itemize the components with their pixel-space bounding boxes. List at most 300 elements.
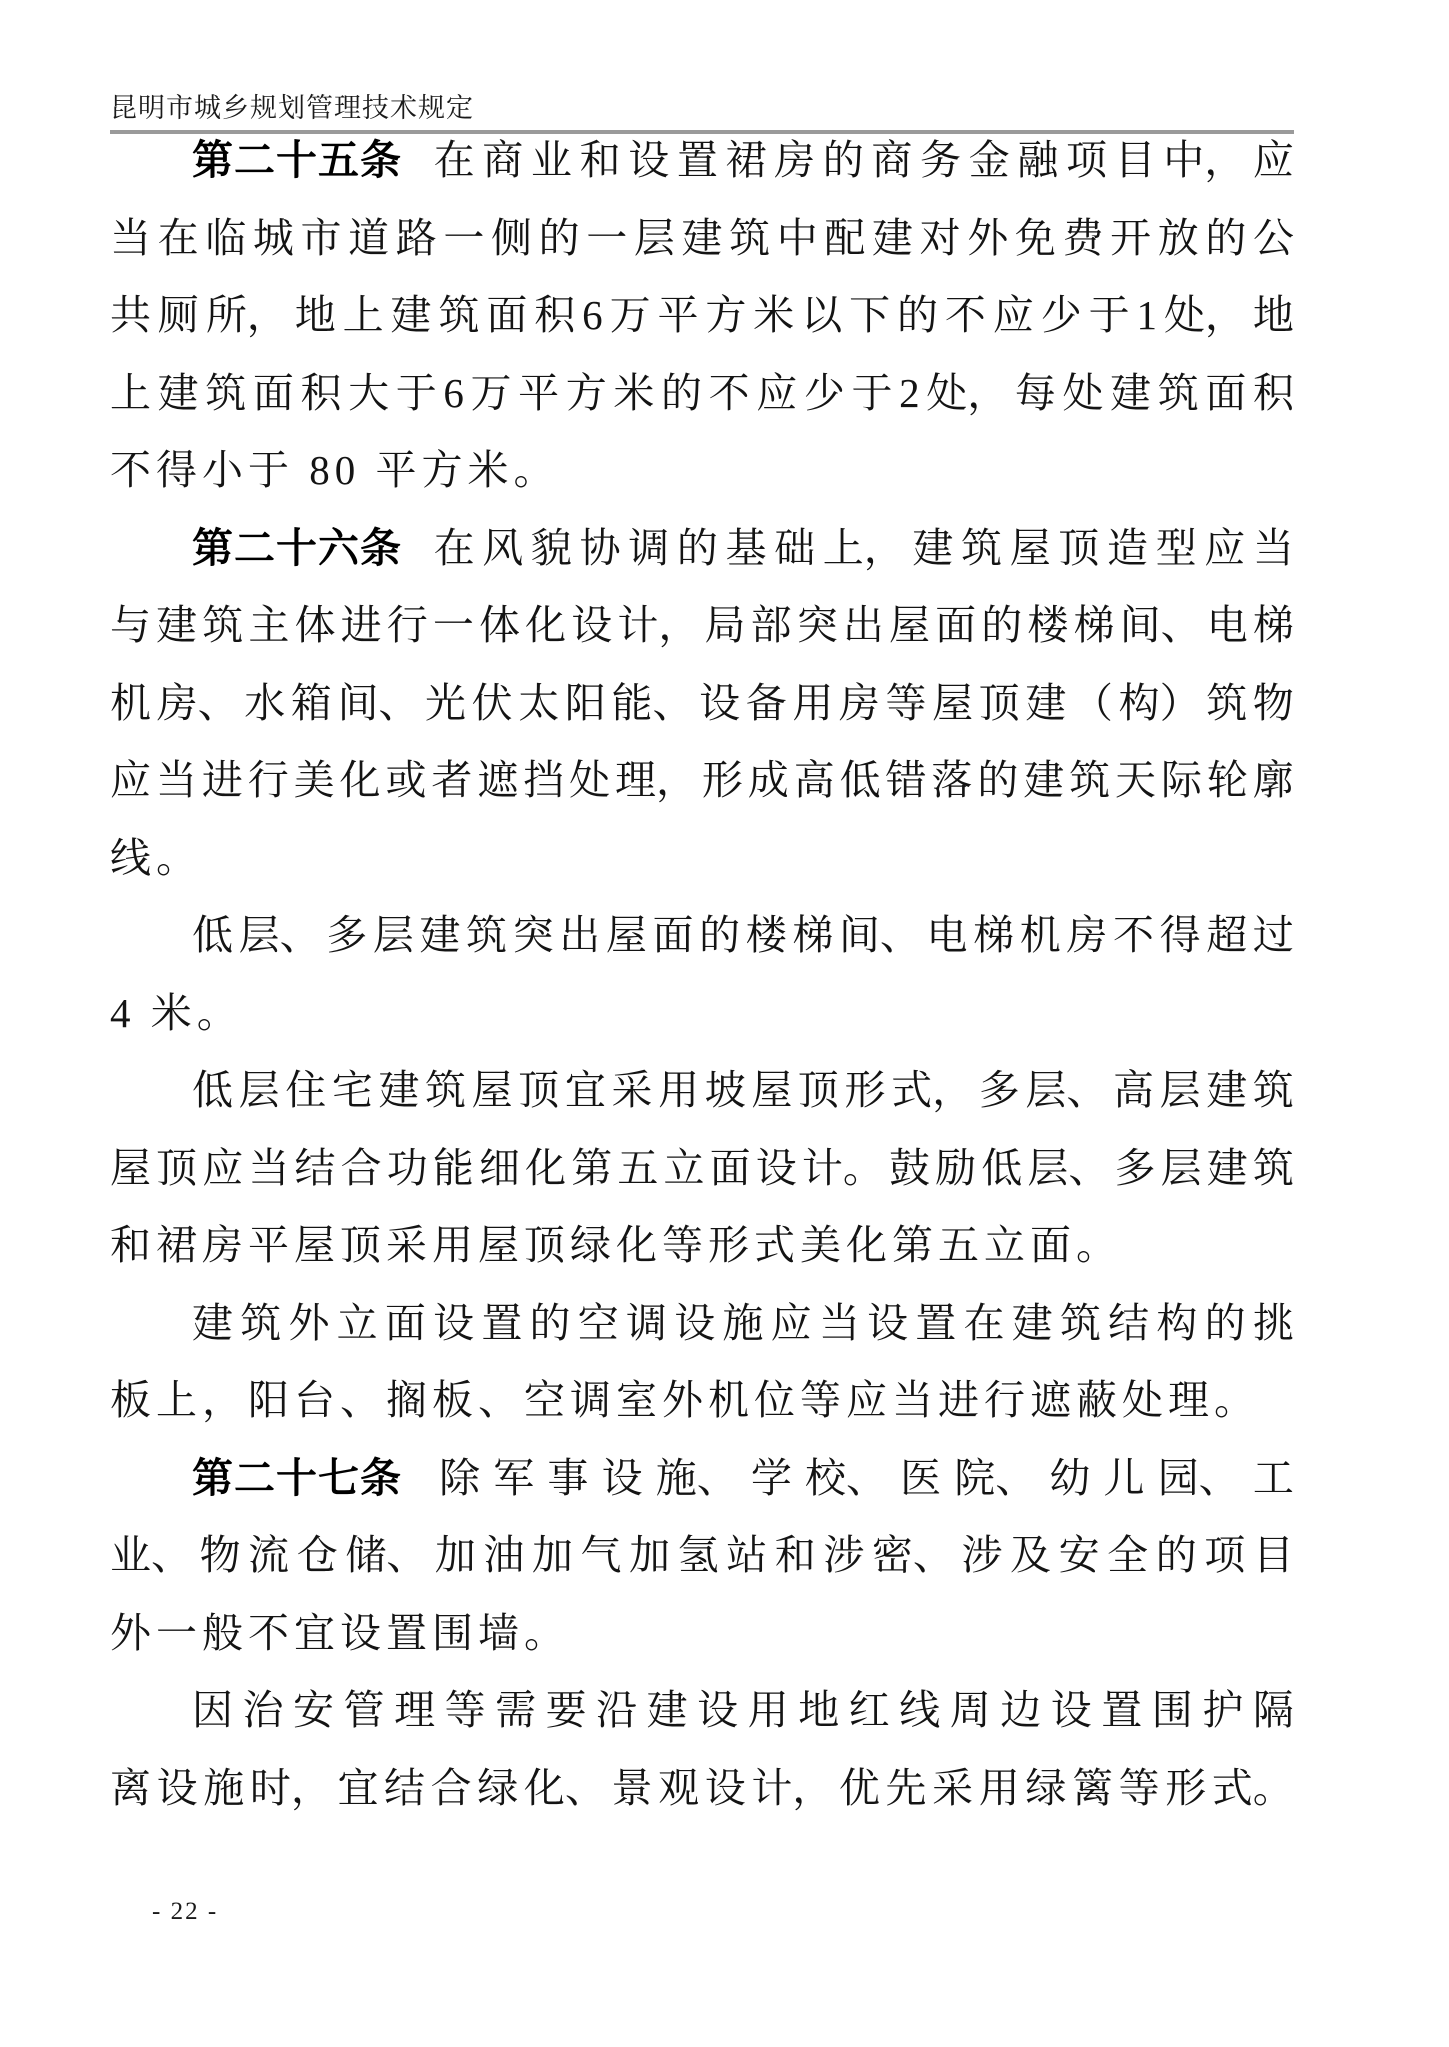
article-number: 第二十六条	[192, 524, 402, 571]
line-text-token: 每	[1014, 369, 1056, 416]
line-text-token: 面	[486, 292, 528, 338]
line-text-token: 梯	[792, 912, 834, 958]
text-line	[110, 1672, 1294, 1750]
line-text-token: 楼	[1027, 602, 1069, 648]
line-text-token: 屋	[1009, 524, 1051, 571]
line-text-token: 高	[793, 757, 835, 803]
line-text-token: 多	[1114, 1144, 1156, 1191]
line-text-token: 电	[1206, 602, 1248, 648]
line-text-token: 应	[992, 292, 1034, 338]
line-text-token: 工	[1252, 1454, 1294, 1501]
line-text-token: 少	[1040, 292, 1082, 338]
text-line	[110, 122, 1294, 200]
line-text-token: 机	[110, 679, 151, 726]
line-text-token: 站	[726, 1532, 768, 1578]
line-text-token: 的	[897, 292, 938, 338]
line-text-token: 调	[628, 524, 670, 571]
line-text-token: 设	[571, 602, 613, 648]
line-text-token: 筑	[1252, 1067, 1294, 1113]
line-text-token: 边	[1000, 1687, 1042, 1733]
line-text-token: 突	[796, 602, 838, 648]
line-text-token: 项	[1204, 1532, 1246, 1578]
line-text-token: 屋	[471, 1067, 513, 1113]
line-text-token: 筑	[961, 524, 1003, 571]
text-line	[110, 1440, 1294, 1518]
line-text-token: 协	[579, 524, 621, 571]
line-text-token: 置	[481, 1299, 523, 1346]
line-text-token: 建	[378, 1067, 420, 1113]
line-text-token: 屋	[751, 1067, 793, 1113]
line-text-token: 建	[1011, 1299, 1053, 1346]
line-text-token: 设	[704, 1764, 746, 1811]
line-text-token: 际	[1160, 757, 1202, 803]
line-text-token: 商	[482, 137, 524, 183]
line-text-token: 主	[248, 602, 290, 648]
line-text-token: 大	[348, 369, 390, 416]
line-text-token: 体	[294, 602, 336, 648]
line-text-token: 行	[386, 602, 428, 648]
line-text-token: 中，	[1163, 137, 1246, 183]
line-text-token: 目	[1252, 1532, 1294, 1578]
line-text: 板上，阳台、搁板、空调室外机位等应当进行遮蔽处理。	[110, 1377, 1260, 1423]
line-text-token: 筑	[425, 1067, 467, 1113]
line-text-token: 建	[1206, 1144, 1248, 1191]
line-text-token: 面	[652, 912, 694, 958]
line-text-token: 设	[1050, 1687, 1092, 1733]
line-text-token: 顶	[797, 1067, 839, 1113]
line-text-token: 电	[926, 912, 968, 958]
line-text-token: 在	[963, 1299, 1005, 1346]
line-text-token: 第	[571, 1144, 613, 1191]
line-text-token: 出	[559, 912, 601, 958]
line-text-token: 梯	[1252, 602, 1294, 648]
line-text-token: 低	[192, 912, 233, 958]
line-text-token: 层	[372, 912, 414, 958]
line-text-token: 建	[681, 214, 723, 261]
line-text-token: 层、	[1027, 1144, 1110, 1191]
line-text-token: 用	[658, 1067, 700, 1113]
line-text-token: 绿	[1025, 1764, 1067, 1811]
line-text-token: 间、	[838, 912, 921, 958]
line-text-token: 建	[1023, 757, 1065, 803]
line-text-token: 院、	[954, 1454, 1037, 1501]
line-text-token: 医	[900, 1454, 942, 1501]
line-text-token: 涉	[823, 1532, 865, 1578]
line-text-token: 不	[1112, 912, 1154, 958]
line-text-token: 储、	[345, 1532, 428, 1578]
line-text-token: 厕	[157, 292, 199, 338]
text-line	[110, 1362, 1294, 1440]
line-text-token: 太	[518, 679, 560, 726]
line-text-token: 结	[1108, 1299, 1150, 1346]
line-text-token: 方	[705, 292, 747, 338]
line-text-token: 宜	[337, 1764, 379, 1811]
line-text-token: 层	[1159, 1067, 1201, 1113]
line-text-token: 时，	[249, 1764, 332, 1811]
line-text-token: 当	[248, 1144, 290, 1191]
line-text-token: 间、	[1119, 602, 1202, 648]
line-text-token: 建	[419, 912, 461, 958]
line-text-token: 和	[579, 137, 621, 183]
line-text-token: 上	[110, 369, 151, 416]
line-text-token: 阳	[564, 679, 606, 726]
line-text-token: 处	[1062, 369, 1104, 416]
line-text-token: 理	[394, 1687, 436, 1733]
line-text-token: 结	[384, 1764, 426, 1811]
line-text-token: 涉	[961, 1532, 1003, 1578]
line-text-token: 设	[628, 137, 670, 183]
text-line	[110, 1130, 1294, 1208]
line-text-token: 红	[848, 1687, 890, 1733]
line-text: 4 米。	[110, 989, 243, 1036]
line-text-token: 面	[935, 602, 977, 648]
line-text-token: 房	[774, 137, 816, 183]
line-text-token: 化	[525, 602, 567, 648]
line-text-token: 筑	[1069, 757, 1111, 803]
line-text-token: 顶	[1058, 524, 1100, 571]
line-text-token: 处，	[926, 369, 1009, 416]
line-text-token: 物	[1252, 679, 1294, 726]
line-text-token: 氢	[677, 1532, 719, 1578]
line-text-token: 等	[1118, 1764, 1160, 1811]
line-text-token: 校、	[804, 1454, 887, 1501]
line-text-token: 加	[629, 1532, 671, 1578]
line-text-token: 行	[247, 757, 289, 803]
line-text-token: 多	[326, 912, 368, 958]
line-text-token: 离	[110, 1764, 151, 1811]
line-text-token: 间、	[337, 679, 420, 726]
line-text-token: 上，	[822, 524, 905, 571]
line-text-token: 建	[1025, 679, 1067, 726]
text-line	[110, 1052, 1294, 1130]
line-text-token: 的	[822, 137, 864, 183]
line-text-token: 形	[1165, 1764, 1207, 1811]
text-line	[110, 1285, 1294, 1363]
text-line	[110, 742, 1294, 820]
line-text-token: 2	[899, 369, 920, 416]
line-text-token: 突	[512, 912, 554, 958]
text-line	[110, 1517, 1294, 1595]
line-text-token: 务	[920, 137, 962, 183]
line-text-token: 梯	[1073, 602, 1115, 648]
line-text-token: 多	[978, 1067, 1020, 1113]
line-text-token: 的	[529, 1299, 571, 1346]
line-text-token: 构）	[1118, 679, 1201, 726]
line-text-token: 筑	[438, 292, 480, 338]
text-line	[110, 200, 1294, 278]
line-text-token: 1	[1136, 292, 1158, 338]
line-text-token: 应	[110, 757, 151, 803]
line-text-token: 筑	[202, 602, 244, 648]
line-text-token: 置	[676, 137, 718, 183]
line-text-token: 筑	[1059, 1299, 1101, 1346]
line-text-token: 的	[676, 524, 718, 571]
line-text-token: 侧	[491, 214, 532, 261]
line-text-token: 学	[750, 1454, 792, 1501]
line-text-token: 业	[530, 137, 572, 183]
line-text-token: 积	[300, 369, 342, 416]
line-text-token: 一	[432, 602, 474, 648]
line-text-token: 建	[390, 292, 432, 338]
line-text-token: 当	[155, 757, 197, 803]
line-text-token: 式，	[891, 1067, 974, 1113]
line-text-token: 挑	[1252, 1299, 1294, 1346]
line-text-token: 景	[611, 1764, 653, 1811]
line-text-token: 层、	[238, 912, 321, 958]
line-text-token: 层	[1160, 1144, 1202, 1191]
line-text-token: 造	[1106, 524, 1148, 571]
line-text-token: 当	[110, 214, 151, 261]
line-text-token: 用	[792, 679, 834, 726]
line-text-token: 落	[931, 757, 973, 803]
line-text-token: 因	[192, 1687, 233, 1733]
line-text-token: 坡	[704, 1067, 746, 1113]
text-line	[110, 355, 1294, 433]
line-text-token: 建	[872, 214, 913, 261]
line-text-token: 于	[851, 369, 893, 416]
line-text-token: 军	[493, 1454, 535, 1501]
line-text-token: 应	[1252, 137, 1294, 183]
line-text-token: 机	[1019, 912, 1061, 958]
line-text-token: 绿	[477, 1764, 519, 1811]
line-text-token: 放	[1157, 214, 1199, 261]
line-text-token: 顶	[156, 1144, 198, 1191]
line-text-token: 施	[203, 1764, 245, 1811]
line-text-token: 一	[443, 214, 485, 261]
line-text-token: 设	[433, 1299, 475, 1346]
line-text-token: 设	[867, 1299, 909, 1346]
line-text-token: 房、	[156, 679, 239, 726]
line-text-token: 面	[709, 1144, 751, 1191]
line-text-token: 项	[1065, 137, 1107, 183]
text-line	[110, 665, 1294, 743]
line-text-token: 一	[586, 214, 628, 261]
line-text-token: 费	[1062, 214, 1104, 261]
line-text-token: 积	[534, 292, 576, 338]
line-text-token: 进	[201, 757, 243, 803]
line-text-token: 及	[1010, 1532, 1051, 1578]
line-text-token: 轮	[1206, 757, 1248, 803]
line-text-token: 融	[1017, 137, 1059, 183]
line-text-token: 计，	[617, 602, 700, 648]
line-text-token: 仓	[296, 1532, 338, 1578]
line-text-token: 油	[483, 1532, 525, 1578]
line-text-token: 设	[674, 1299, 716, 1346]
line-text-token: 式。	[1211, 1764, 1294, 1811]
line-text-token: 篱	[1071, 1764, 1113, 1811]
line-text-token: 层	[633, 214, 675, 261]
line-text-token: 宜	[564, 1067, 606, 1113]
line-text-token: 儿	[1103, 1454, 1145, 1501]
footer-page-number: - 22 -	[152, 1898, 219, 1925]
line-text-token: 施	[722, 1299, 764, 1346]
line-text-token: 得	[1159, 912, 1201, 958]
line-text-token: 伏	[471, 679, 513, 726]
line-text-token: 物	[199, 1532, 241, 1578]
line-text-token: 筑	[1157, 369, 1199, 416]
line-text-token: 楼	[745, 912, 787, 958]
line-text-token: 调	[625, 1299, 667, 1346]
line-text: 外一般不宜设置围墙。	[110, 1609, 570, 1656]
line-text-token: 隔	[1252, 1687, 1294, 1733]
line-text-token: 形	[701, 757, 743, 803]
line-text-token: 优	[838, 1764, 880, 1811]
line-text-token: 6	[443, 369, 464, 416]
line-text-token: 6	[582, 292, 603, 338]
line-text-token: 建	[156, 602, 198, 648]
line-text-token: 挡	[523, 757, 565, 803]
line-text-token: 水	[244, 679, 286, 726]
running-header-title: 昆明市城乡规划管理技术规定	[110, 93, 474, 123]
line-text-token: 顶	[978, 679, 1020, 726]
line-text-token: 地	[294, 292, 336, 338]
line-text-token: 免	[1014, 214, 1056, 261]
line-text-token: 筑	[1252, 1144, 1294, 1191]
line-text-token: 光	[425, 679, 467, 726]
line-text-token: 筑	[1206, 679, 1248, 726]
line-text-token: 空	[577, 1299, 619, 1346]
line-text-token: 处，	[1163, 292, 1246, 338]
line-text-token: 的	[1205, 214, 1247, 261]
line-text-token: 的	[661, 369, 702, 416]
line-text-token: （	[1071, 679, 1113, 726]
line-text-token: 备	[745, 679, 787, 726]
line-text-token: 化、	[523, 1764, 606, 1811]
line-text-token: 计。	[801, 1144, 884, 1191]
line-text-token: 建	[157, 369, 199, 416]
line-text-token: 筑	[205, 369, 247, 416]
line-text-token: 的	[977, 757, 1019, 803]
text-line	[110, 897, 1294, 975]
line-text-token: 或	[385, 757, 427, 803]
line-text-token: 处	[569, 757, 611, 803]
line-text-token: 万	[609, 292, 651, 338]
line-text-token: 围	[1151, 1687, 1193, 1733]
line-text-token: 线	[899, 1687, 941, 1733]
line-text-token: 中	[776, 214, 818, 261]
line-text-token: 层	[238, 1067, 280, 1113]
line-text-token: 错	[885, 757, 927, 803]
line-text-token: 天	[1115, 757, 1157, 803]
line-text-token: 万	[470, 369, 512, 416]
line-text-token: 部	[750, 602, 792, 648]
line-text-token: 高	[1112, 1067, 1154, 1113]
line-text-token: 结	[294, 1144, 336, 1191]
line-text-token: 化	[339, 757, 381, 803]
line-text-token: 安	[293, 1687, 335, 1733]
line-text-token: 鼓	[889, 1144, 930, 1191]
line-text-token: 的	[699, 912, 741, 958]
line-text-token: 低	[192, 1067, 233, 1113]
line-text-token: 路	[395, 214, 437, 261]
line-text-token: 型	[1155, 524, 1197, 571]
line-text-token: 住	[285, 1067, 327, 1113]
line-text-token: 功	[386, 1144, 428, 1191]
line-text-token: 貌	[530, 524, 572, 571]
line-text-token: 等	[444, 1687, 486, 1733]
line-text-token: 的	[1204, 1299, 1246, 1346]
line-text-token: 事	[547, 1454, 589, 1501]
line-text-token: 积	[1253, 369, 1294, 416]
line-text-token: 要	[545, 1687, 587, 1733]
line-text-token: 成	[747, 757, 789, 803]
line-text-token: 业、	[110, 1532, 192, 1578]
line-text-token: 五	[617, 1144, 659, 1191]
line-text-token: 于	[1088, 292, 1130, 338]
line-text-token: 采	[611, 1067, 653, 1113]
document-body	[110, 122, 1294, 1827]
line-text-token: 平	[657, 292, 699, 338]
line-text-token: 建	[1206, 1067, 1248, 1113]
line-text-token: 金	[968, 137, 1010, 183]
line-text-token: 当	[1252, 524, 1294, 571]
line-text-token: 全	[1107, 1532, 1149, 1578]
article-number: 第二十五条	[192, 137, 402, 183]
line-text-token: 等	[885, 679, 927, 726]
line-text-token: 的	[538, 214, 580, 261]
line-text-token: 宅	[331, 1067, 373, 1113]
line-text-token: 先	[885, 1764, 927, 1811]
line-text-token: 应	[202, 1144, 244, 1191]
line-text-token: 立	[336, 1299, 378, 1346]
line-text-token: 设	[697, 1687, 739, 1733]
line-text-token: 地	[798, 1687, 840, 1733]
line-text-token: 采	[932, 1764, 974, 1811]
line-text-token: 设	[755, 1144, 797, 1191]
line-text-token: 筑	[466, 912, 508, 958]
line-text-token: 方	[565, 369, 607, 416]
text-line	[110, 510, 1294, 588]
text-line	[110, 277, 1294, 355]
line-text-token: 能	[432, 1144, 474, 1191]
line-text-token: 励	[935, 1144, 977, 1191]
line-text: 线。	[110, 834, 202, 881]
line-text-token: 合	[430, 1764, 472, 1811]
line-text-token: 设	[699, 679, 741, 726]
line-text-token: 建	[912, 524, 954, 571]
line-text-token: 市	[300, 214, 342, 261]
line-text-token: 气	[580, 1532, 622, 1578]
line-text-token: 共	[110, 292, 151, 338]
line-text-token: 应	[770, 1299, 812, 1346]
line-text-token: 房	[1066, 912, 1108, 958]
line-text-token: 的	[981, 602, 1023, 648]
line-text-token: 建	[192, 1299, 233, 1346]
line-text-token: 在	[433, 524, 475, 571]
line-text-token: 过	[1252, 912, 1294, 958]
line-text-token: 配	[824, 214, 866, 261]
line-text-token: 密、	[871, 1532, 954, 1578]
line-text-token: 外	[288, 1299, 330, 1346]
line-text-token: 以	[801, 292, 843, 338]
line-text-token: 低	[839, 757, 881, 803]
line-text-token: 目	[1114, 137, 1156, 183]
line-text-token: 屋	[605, 912, 647, 958]
line-text-token: 屋	[889, 602, 930, 648]
line-text-token: 面	[384, 1299, 426, 1346]
line-text-token: 米	[753, 292, 795, 338]
line-text-token: 筑	[729, 214, 771, 261]
line-text-token: 础	[774, 524, 816, 571]
line-text-token: 加	[531, 1532, 573, 1578]
line-text-token: 用	[978, 1764, 1020, 1811]
line-text-token: 不	[708, 369, 750, 416]
line-text-token: 城	[252, 214, 294, 261]
text-line	[110, 1595, 1294, 1673]
line-text-token: 周	[949, 1687, 991, 1733]
line-text-token: 合	[340, 1144, 382, 1191]
line-text-token: 置	[915, 1299, 957, 1346]
